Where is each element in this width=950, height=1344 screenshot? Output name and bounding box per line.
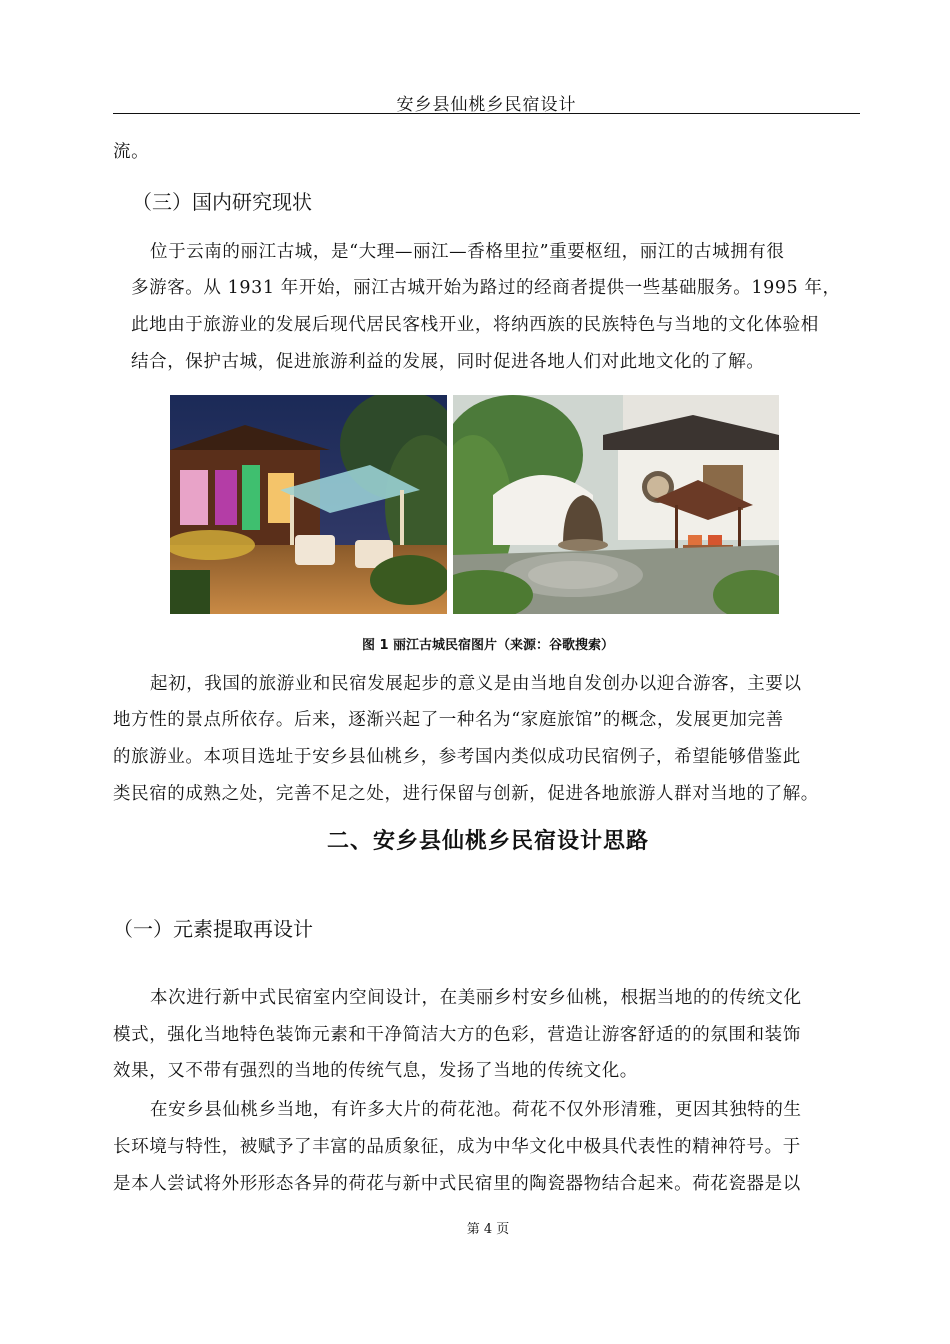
continuation-text: 流。 (113, 142, 150, 162)
page-number: 第 4 页 (466, 1222, 510, 1237)
paragraph-line: 起初，我国的旅游业和民宿发展起步的意义是由当地自发创办以迎合游客，主要以 (150, 674, 802, 694)
paragraph-line: 长环境与特性，被赋予了丰富的品质象征，成为中华文化中极具代表性的精神符号。于 (113, 1137, 801, 1157)
paragraph-line: 结合，保护古城，促进旅游利益的发展，同时促进各地人们对此地文化的了解。 (131, 352, 765, 372)
paragraph-line: 此地由于旅游业的发展后现代居民客栈开业，将纳西族的民族特色与当地的文化体验相 (131, 315, 819, 335)
paragraph-line: 是本人尝试将外形形态各异的荷花与新中式民宿里的陶瓷器物结合起来。荷花瓷器是以 (113, 1174, 801, 1194)
paragraph-line: 模式，强化当地特色装饰元素和干净简洁大方的色彩，营造让游客舒适的的氛围和装饰 (113, 1025, 801, 1045)
garden-courtyard-swing-photo (453, 395, 779, 614)
section-heading-element-extraction: （一）元素提取再设计 (113, 917, 313, 941)
paragraph-line: 类民宿的成熟之处，完善不足之处，进行保留与创新，促进各地旅游人群对当地的了解。 (113, 784, 819, 804)
paragraph-line: 本次进行新中式民宿室内空间设计，在美丽乡村安乡仙桃，根据当地的的传统文化 (150, 988, 802, 1008)
paragraph-line: 地方性的景点所依存。后来，逐渐兴起了一种名为“家庭旅馆”的概念，发展更加完善 (113, 710, 784, 730)
section-heading-domestic-research: （三）国内研究现状 (132, 190, 312, 214)
paragraph-line: 效果，又不带有强烈的当地的传统气息，发扬了当地的传统文化。 (113, 1061, 638, 1081)
paragraph-line: 在安乡县仙桃乡当地，有许多大片的荷花池。荷花不仅外形清雅，更因其独特的生 (150, 1100, 802, 1120)
paragraph-line: 多游客。从 1931 年开始，丽江古城开始为路过的经商者提供一些基础服务。1995 年， (131, 278, 841, 298)
header-rule (113, 113, 860, 114)
paragraph-line: 的旅游业。本项目选址于安乡县仙桃乡，参考国内类似成功民宿例子，希望能够借鉴此 (113, 747, 801, 767)
chapter-heading: 二、安乡县仙桃乡民宿设计思路 (326, 829, 649, 854)
paragraph-line: 位于云南的丽江古城，是“大理—丽江—香格里拉”重要枢纽，丽江的古城拥有很 (150, 242, 785, 262)
figure-caption: 图 1 丽江古城民宿图片（来源：谷歌搜索） (361, 638, 615, 653)
lit-courtyard-inn-photo (170, 395, 447, 614)
running-header-title: 安乡县仙桃乡民宿设计 (396, 95, 577, 115)
